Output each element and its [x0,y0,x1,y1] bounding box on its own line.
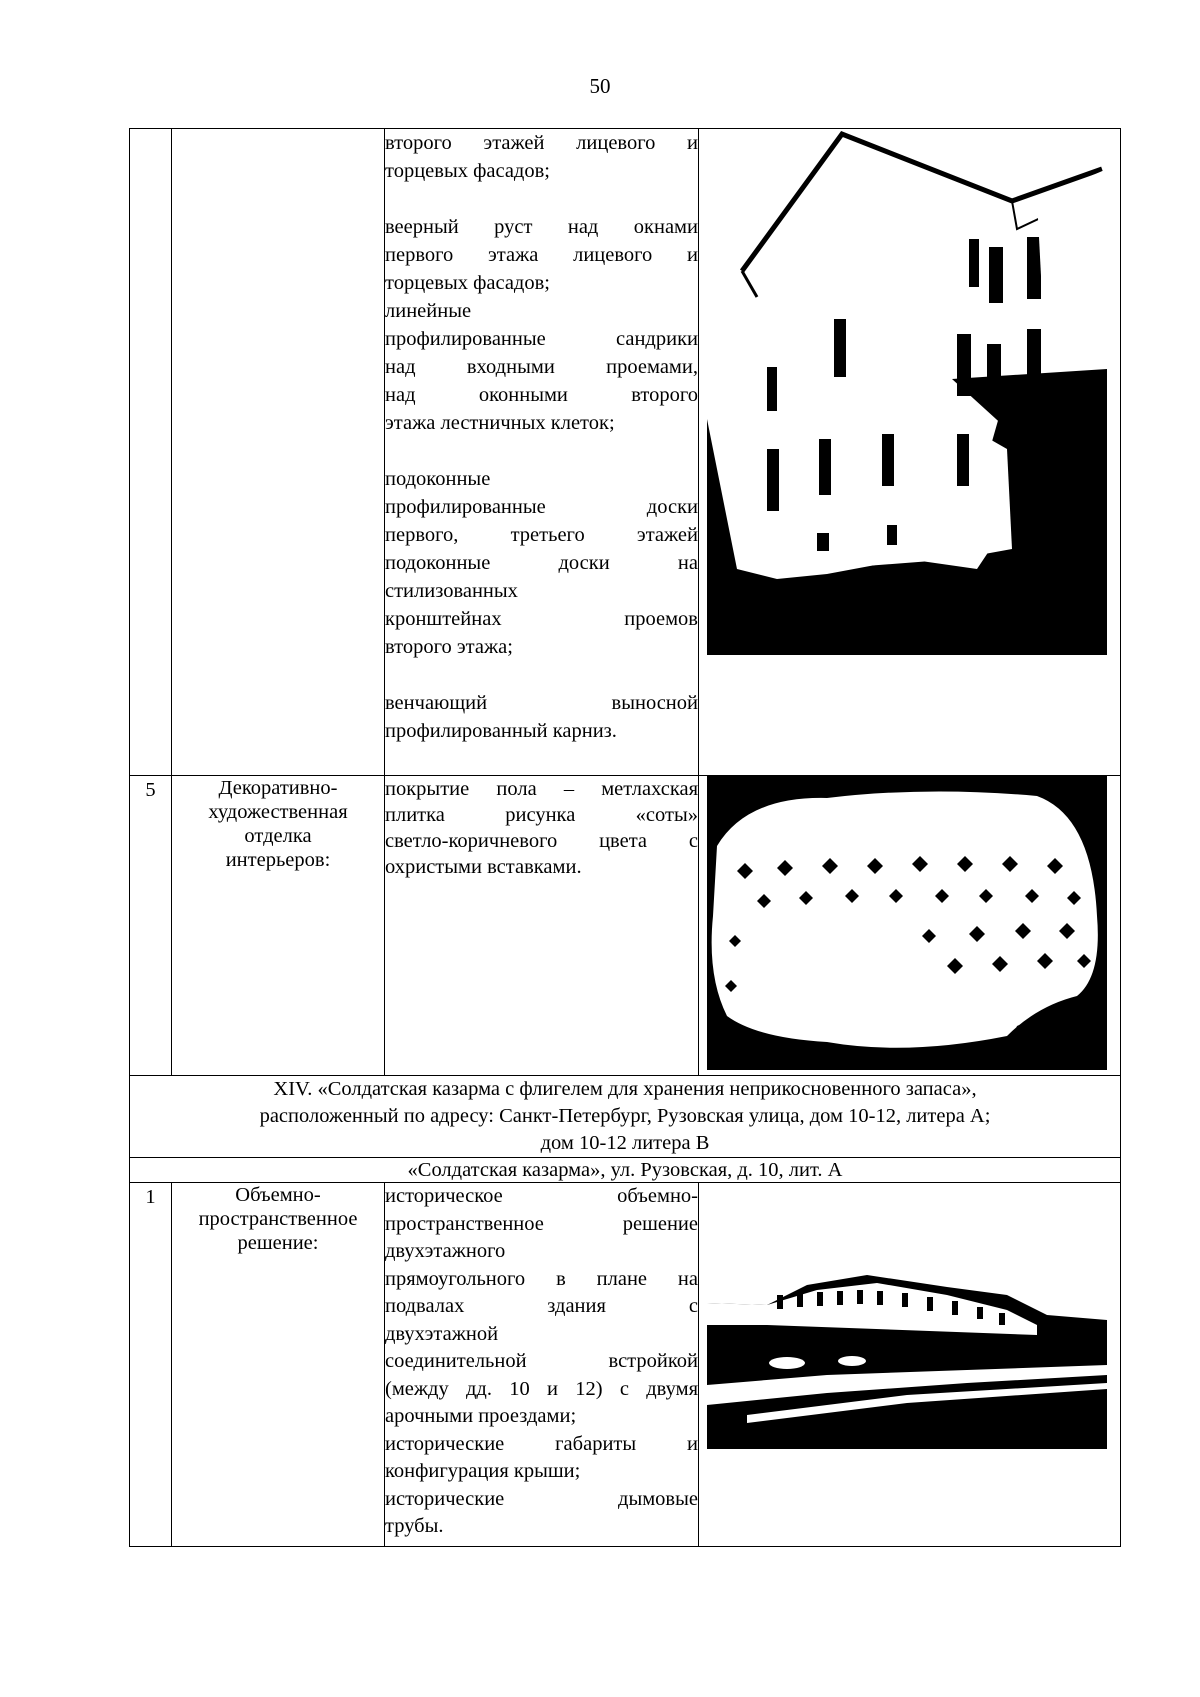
row-number: 1 [145,1186,156,1208]
section-title-line: расположенный по адресу: Санкт-Петербург, Рузовская улица, дом 10-12, литера А; [259,1105,991,1127]
description-line: профилированные доски [385,496,698,518]
description-line: второго этажа; [385,636,513,658]
photo-cell [699,776,1121,1076]
description-paragraph [385,689,698,745]
description-line: охристыми вставками. [385,856,582,878]
description-line: двухэтажной [385,1322,499,1345]
street-view-photo [707,1265,1120,1449]
section-title-line: дом 10-12 литера В [540,1132,710,1154]
subject-line: Объемно- [235,1184,321,1206]
description-paragraph [385,129,698,185]
description-paragraph [385,465,698,661]
subject-line: Декоративно- [218,777,338,799]
description-line: торцевых фасадов; [385,160,550,182]
description-cell [385,776,699,1076]
street-view-photo-image [707,1265,1107,1449]
description-line: первого этажа лицевого и [385,244,698,266]
description-line: арочными проездами; [385,1405,577,1427]
subject-line: художественная [208,801,348,823]
description-line: прямоугольного в плане на [385,1267,698,1290]
monument-items-table [129,128,1121,1547]
table-row-5 [130,776,1121,1076]
row-number-cell [130,1183,172,1547]
subsection-title: «Солдатская казарма», ул. Рузовская, д. 10, лит. А [407,1159,843,1181]
description-cell [385,129,699,776]
building-facade-photo-image [707,129,1107,655]
subject-line: отделка [244,825,312,847]
description-paragraph [385,213,698,437]
description-line: историческое объемно- [385,1185,698,1207]
subject-cell [172,129,385,776]
description-line: конфигурация крыши; [385,1460,581,1482]
description-line: трубы. [385,1515,444,1537]
description-line: соединительной встройкой [385,1350,698,1372]
description-line: над входными проемами, [385,356,698,378]
description-line: над оконными второго [385,384,698,406]
description-line: исторические дымовые [385,1487,698,1510]
description-line: стилизованных [385,580,518,602]
description-line: подвалах здания с [385,1295,698,1317]
section-title-cell [130,1076,1121,1158]
description-line: светло-коричневого цвета с [385,830,698,852]
description-line: кронштейнах проемов [385,608,698,630]
description-line: двухэтажного [385,1240,506,1262]
description-cell [385,1183,699,1547]
subject-cell [172,776,385,1076]
subject-line: пространственное [198,1208,358,1230]
description-line: профилированный карниз. [385,720,617,742]
description-line: венчающий выносной [385,692,698,714]
description-line: этажа лестничных клеток; [385,412,615,434]
description-line: плитка рисунка «соты» [385,804,698,826]
subject-line: решение: [237,1232,319,1254]
description-line: подоконные доски на [385,552,698,574]
description-line: подоконные [385,468,491,490]
table-row-1 [130,1183,1121,1547]
description-line: линейные [385,300,472,322]
description-line: исторические габариты и [385,1432,698,1455]
description-line: первого, третьего этажей [385,524,698,546]
row-number-cell [130,129,172,776]
description-line: пространственное решение [385,1212,698,1235]
photo-cell [699,1183,1121,1547]
subsection-header-row [130,1158,1121,1183]
table-row-continuation [130,129,1121,776]
subject-cell [172,1183,385,1547]
page-number: 50 [589,74,611,98]
photo-cell [699,129,1121,776]
description-line: второго этажей лицевого и [385,132,698,154]
description-line: (между дд. 10 и 12) с двумя [385,1377,698,1400]
description-line: покрытие пола – метлахская [385,778,698,800]
section-title-line: XIV. «Солдатская казарма с флигелем для хранения неприкосновенного запаса», [273,1078,977,1100]
subsection-title-cell [130,1158,1121,1183]
row-number-cell [130,776,172,1076]
description-line: веерный руст над окнами [385,216,698,238]
description-line: профилированные сандрики [385,328,698,350]
building-facade-photo [707,129,1120,655]
row-number: 5 [145,779,156,801]
tiled-floor-photo-image [707,776,1107,1070]
description-line: торцевых фасадов; [385,272,550,294]
tiled-floor-photo [707,776,1120,1070]
section-header-row [130,1076,1121,1158]
subject-line: интерьеров: [225,849,331,871]
